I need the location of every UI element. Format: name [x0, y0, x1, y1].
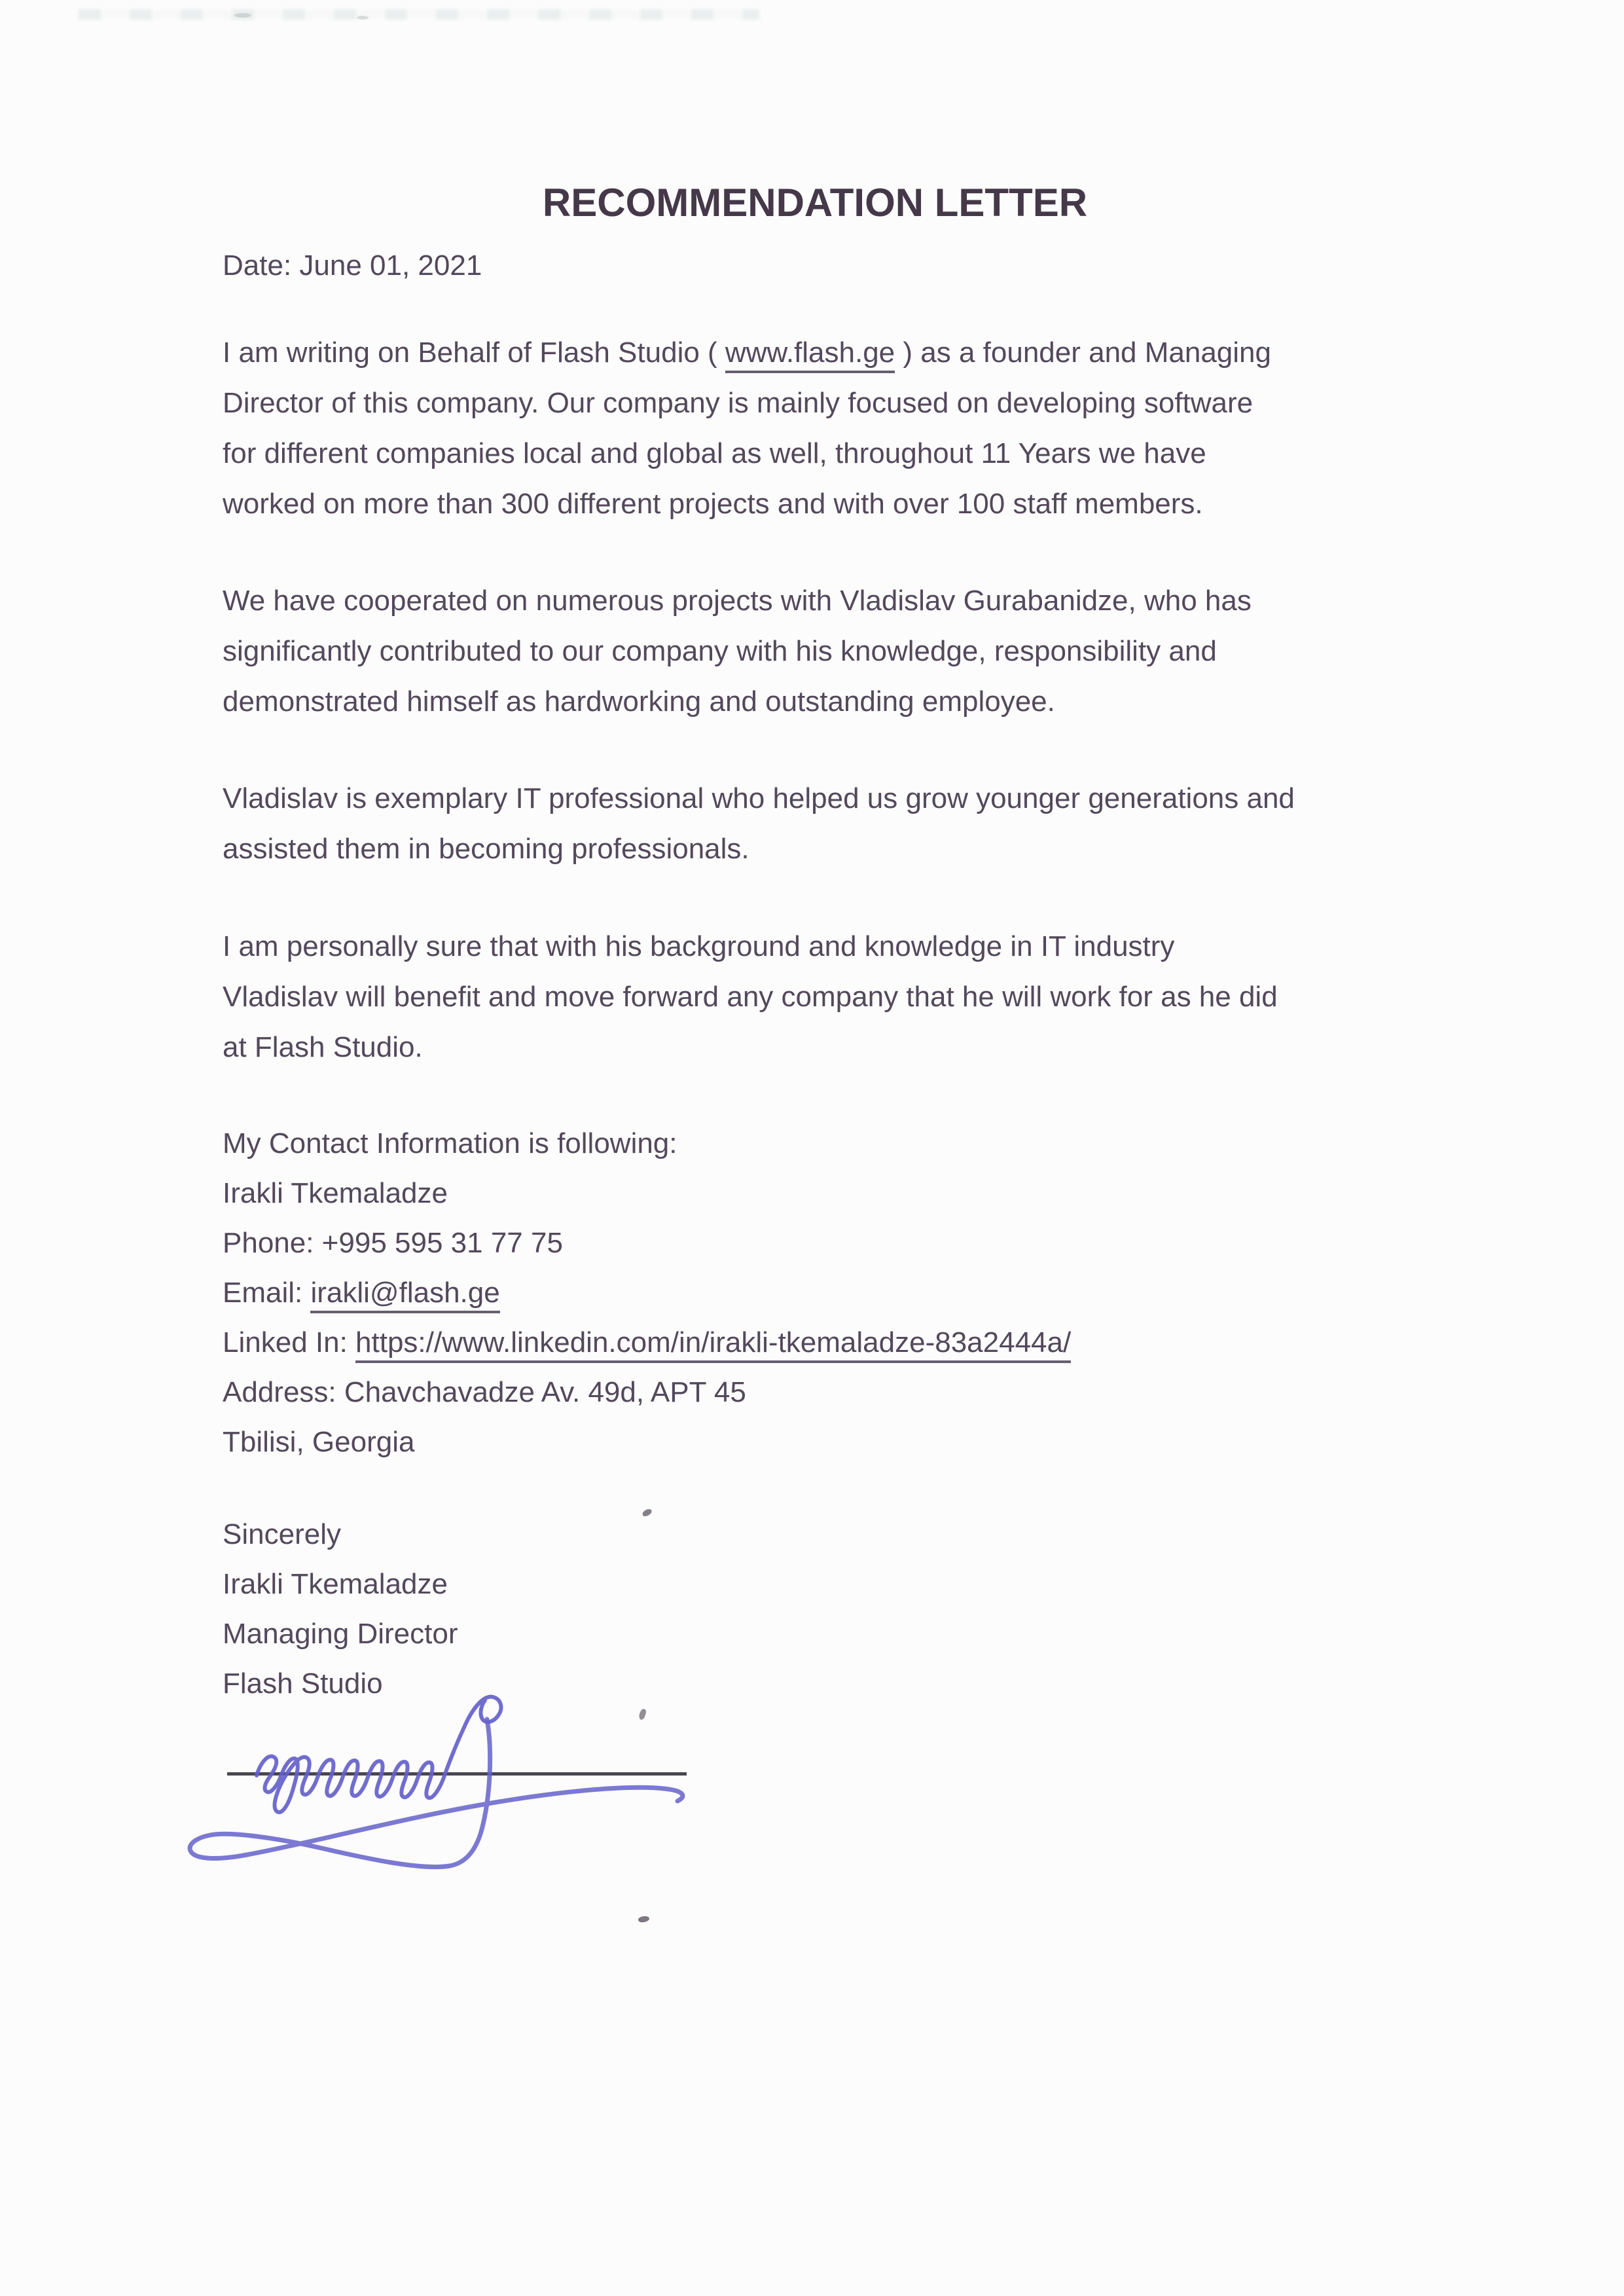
linkedin-link[interactable]: https://www.linkedin.com/in/irakli-tkemaladze-83a2444a/	[355, 1326, 1071, 1363]
text-line: I am personally sure that with his background and knowledge in IT industry	[223, 930, 1175, 962]
flash-ge-link[interactable]: www.flash.ge	[725, 337, 895, 373]
contact-block	[223, 1119, 1071, 1467]
title-row	[223, 177, 1407, 240]
letter-title: RECOMMENDATION LETTER	[542, 181, 1088, 225]
ink-speck	[641, 1508, 653, 1517]
text-line: Vladislav is exemplary IT professional who helped us grow younger generations and	[223, 782, 1295, 814]
contact-email-line	[223, 1268, 1071, 1318]
signature-tail	[190, 1719, 683, 1867]
contact-name: Irakli Tkemaladze	[223, 1177, 448, 1209]
paragraph-3	[223, 773, 1295, 874]
text-line: at Flash Studio.	[223, 1031, 423, 1063]
signoff-closing: Sincerely	[223, 1518, 341, 1550]
signoff-company: Flash Studio	[223, 1667, 383, 1700]
paragraph-1	[223, 327, 1271, 529]
date-line: Date: June 01, 2021	[223, 249, 482, 282]
contact-header: My Contact Information is following:	[223, 1127, 677, 1159]
paragraph-4	[223, 921, 1278, 1072]
text-segment: ) as a founder and Managing	[895, 337, 1271, 369]
text-segment: I am writing on Behalf of Flash Studio (	[223, 337, 725, 369]
ink-speck	[638, 1708, 647, 1721]
contact-linkedin-line	[223, 1318, 1071, 1368]
scan-noise-dot	[357, 16, 369, 20]
date-block	[223, 240, 482, 291]
scan-noise-dot	[234, 13, 251, 18]
text-line: worked on more than 300 different projects and with over 100 staff members.	[223, 488, 1203, 520]
signoff-role: Managing Director	[223, 1618, 458, 1650]
linkedin-label: Linked In:	[223, 1326, 356, 1358]
signature-scribble	[257, 1697, 501, 1812]
text-line: assisted them in becoming professionals.	[223, 833, 749, 865]
contact-city: Tbilisi, Georgia	[223, 1426, 415, 1458]
signature-line	[227, 1772, 687, 1776]
text-line: We have cooperated on numerous projects with Vladislav Gurabanidze, who has	[223, 585, 1252, 617]
paragraph-2	[223, 575, 1252, 727]
ink-speck	[638, 1915, 649, 1923]
text-line: Director of this company. Our company is mainly focused on developing software	[223, 387, 1254, 419]
email-label: Email:	[223, 1277, 311, 1309]
signoff-name: Irakli Tkemaladze	[223, 1568, 448, 1600]
email-link[interactable]: irakli@flash.ge	[310, 1277, 499, 1313]
contact-phone: Phone: +995 595 31 77 75	[223, 1227, 563, 1259]
text-line: significantly contributed to our company with his knowledge, responsibility and	[223, 635, 1217, 667]
text-line: for different companies local and global as well, throughout 11 Years we have	[223, 437, 1206, 469]
text-line: Vladislav will benefit and move forward any company that he will work for as he did	[223, 981, 1278, 1013]
text-line	[223, 327, 1271, 378]
scan-noise-band	[79, 9, 759, 20]
signoff-block	[223, 1510, 458, 1709]
contact-address: Address: Chavchavadze Av. 49d, APT 45	[223, 1376, 746, 1408]
text-line: demonstrated himself as hardworking and outstanding employee.	[223, 685, 1055, 718]
